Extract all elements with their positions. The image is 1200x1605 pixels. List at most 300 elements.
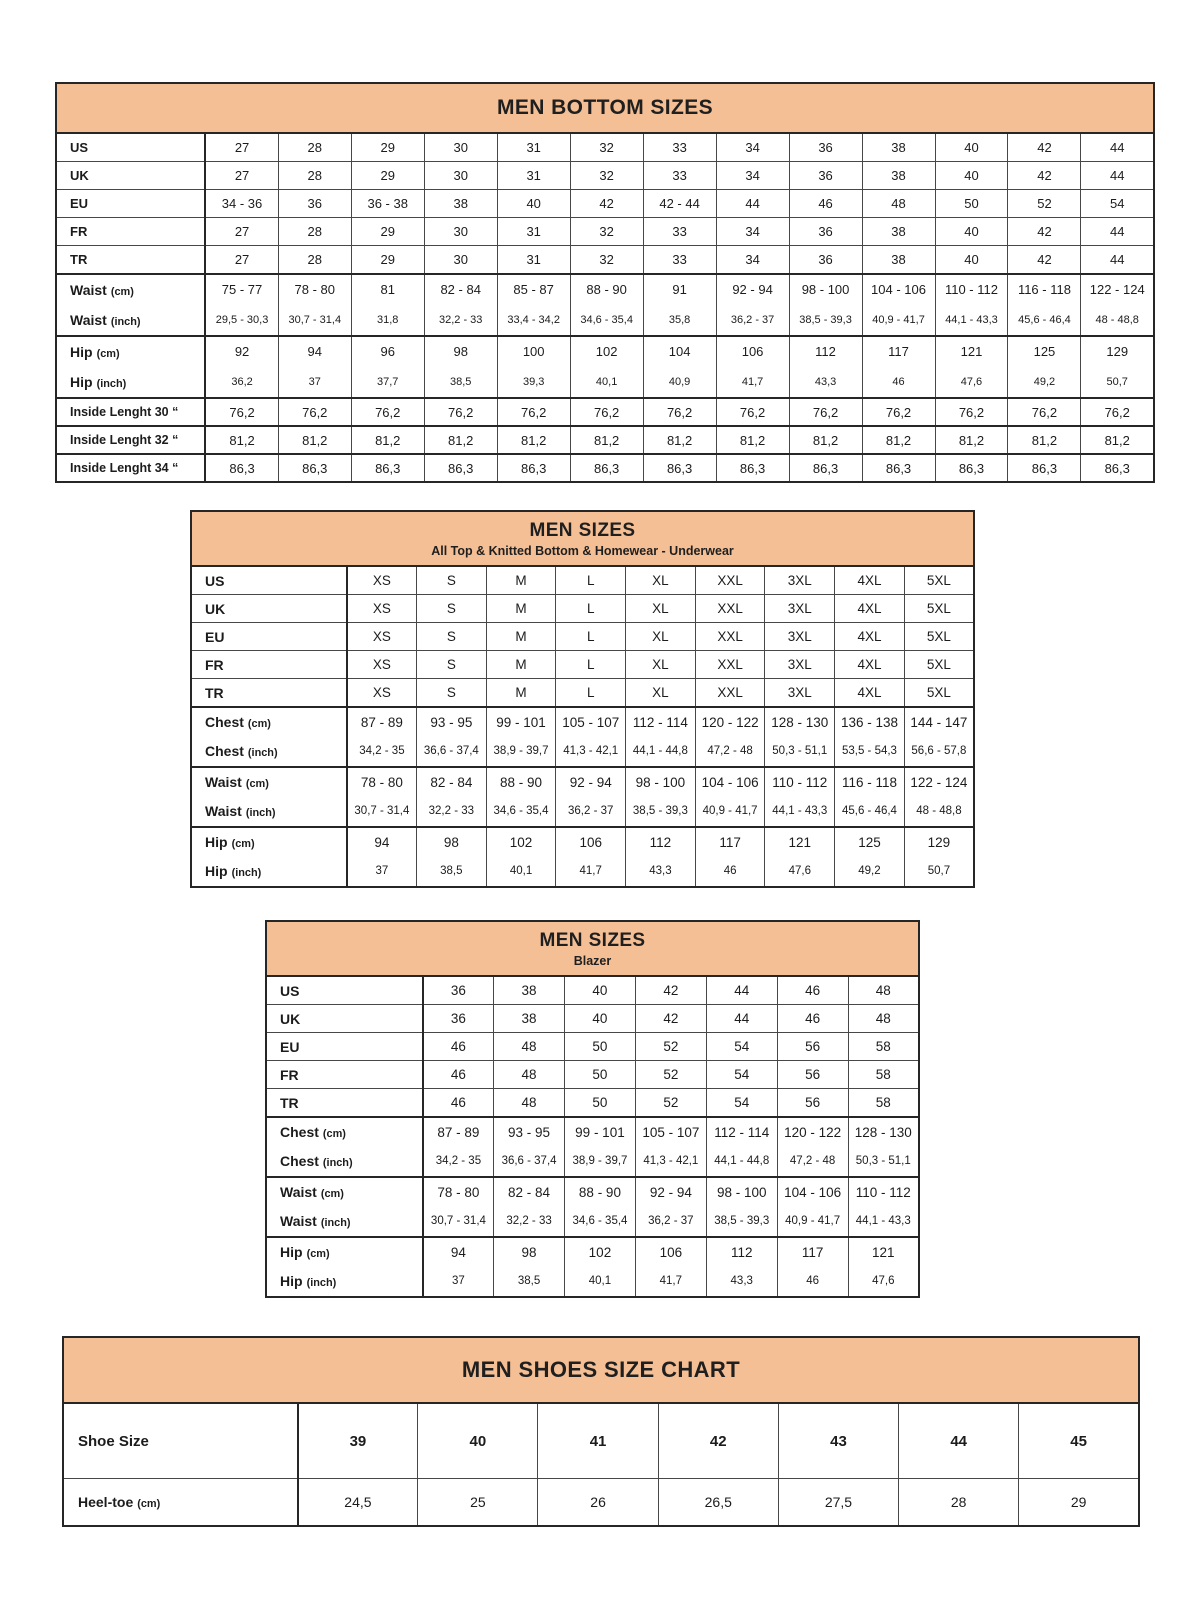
measure-label: [70, 367, 204, 397]
value-cell: 39: [298, 1403, 418, 1479]
value-cell: 38: [424, 190, 497, 218]
measure-label: [205, 768, 346, 797]
row-label-cell: [56, 426, 205, 454]
row-label-cell: [56, 336, 205, 398]
value-cell: 28: [278, 162, 351, 190]
row-unit: (inch): [245, 807, 276, 819]
size-grid: [62, 1402, 1140, 1527]
row-label-cell: [266, 1033, 423, 1061]
row-label: UK: [70, 168, 89, 183]
row-label: Chest: [205, 743, 244, 759]
inch-value: 48 - 48,8: [1095, 314, 1139, 326]
value-cell: 50: [565, 1061, 636, 1089]
inch-value: 38,5: [449, 376, 472, 388]
value-cell: [278, 274, 351, 336]
value-cell: 26,5: [658, 1479, 778, 1527]
value-cell: 36: [789, 218, 862, 246]
row-label-cell: [191, 679, 347, 708]
row-label-cell: [56, 274, 205, 336]
value-cell: 36: [789, 246, 862, 275]
value-cell: [570, 274, 643, 336]
cm-value: 87 - 89: [360, 715, 403, 730]
inch-value: 30,7 - 31,4: [354, 805, 410, 817]
inch-value: 46: [723, 865, 737, 877]
value-cell: 3XL: [765, 566, 835, 595]
inch-value: 36,6 - 37,4: [423, 745, 479, 757]
value-cell: 76,2: [1008, 398, 1081, 426]
value-cell: [706, 1117, 777, 1177]
row-tr: [191, 679, 974, 708]
value-cell: L: [556, 651, 626, 679]
value-cell: 38: [862, 246, 935, 275]
value-cell: [862, 274, 935, 336]
value-cell: M: [486, 623, 556, 651]
inch-value: 46: [892, 376, 905, 388]
inch-value: 41,7: [579, 865, 602, 877]
cm-value: 105 - 107: [562, 715, 620, 730]
value-cell: [706, 1177, 777, 1237]
row-label-cell: [56, 218, 205, 246]
row-label-cell: [56, 246, 205, 275]
row-label: UK: [280, 1010, 301, 1027]
cm-value: 121: [960, 344, 983, 359]
value-cell: 36: [423, 1005, 494, 1033]
row-unit: (cm): [231, 838, 255, 850]
cm-value: 120 - 122: [784, 1125, 842, 1140]
value-cell: 44: [716, 190, 789, 218]
value-cell: 27: [205, 133, 278, 162]
cm-value: 88 - 90: [586, 282, 627, 297]
value-cell: [777, 1117, 848, 1177]
value-cell: 31: [497, 218, 570, 246]
value-cell: 86,3: [789, 454, 862, 482]
measure-label: [280, 1147, 422, 1176]
cm-value: 129: [1106, 344, 1129, 359]
value-cell: 4XL: [835, 595, 905, 623]
value-cell: 42: [1008, 218, 1081, 246]
value-cell: 4XL: [835, 651, 905, 679]
value-cell: 42: [1008, 246, 1081, 275]
value-cell: [423, 1117, 494, 1177]
inch-value: 49,2: [858, 865, 881, 877]
cm-value: 94: [307, 344, 322, 359]
inch-value: 50,3 - 51,1: [855, 1155, 911, 1167]
value-cell: [835, 707, 905, 767]
row-label-cell: [266, 1177, 423, 1237]
value-cell: [417, 707, 487, 767]
value-cell: S: [417, 679, 487, 708]
inch-value: 53,5 - 54,3: [841, 745, 897, 757]
cm-value: 92 - 94: [649, 1185, 692, 1200]
cm-value: 91: [672, 282, 687, 297]
value-cell: 3XL: [765, 595, 835, 623]
cm-value: 110 - 112: [772, 775, 828, 790]
value-cell: 86,3: [351, 454, 424, 482]
value-cell: 44: [1081, 218, 1154, 246]
inch-value: 41,3 - 42,1: [563, 745, 619, 757]
value-cell: M: [486, 566, 556, 595]
row-label: Waist: [280, 1213, 317, 1229]
value-cell: 46: [423, 1089, 494, 1118]
value-cell: 52: [635, 1089, 706, 1118]
row-unit: (cm): [137, 1498, 161, 1510]
inch-value: 44,1 - 44,8: [632, 745, 688, 757]
row-label: EU: [205, 628, 225, 645]
value-cell: [494, 1177, 565, 1237]
value-cell: 76,2: [497, 398, 570, 426]
value-cell: XL: [626, 651, 696, 679]
men-sizes-top-table: [190, 510, 975, 888]
value-cell: [565, 1237, 636, 1297]
row-label-cell: [56, 454, 205, 482]
cm-value: 104 - 106: [871, 282, 926, 297]
cm-value: 81: [380, 282, 395, 297]
size-grid: [55, 132, 1155, 483]
inch-value: 38,5 - 39,3: [632, 805, 688, 817]
inch-value: 37: [308, 376, 321, 388]
value-cell: [1081, 336, 1154, 398]
value-cell: 28: [278, 246, 351, 275]
cm-value: 93 - 95: [430, 715, 473, 730]
value-cell: 50: [935, 190, 1008, 218]
inch-value: 48 - 48,8: [916, 805, 962, 817]
value-cell: 76,2: [862, 398, 935, 426]
value-cell: 40: [565, 976, 636, 1005]
cm-value: 105 - 107: [642, 1125, 700, 1140]
row-label: Chest: [280, 1153, 319, 1169]
row-label: EU: [280, 1038, 300, 1055]
inch-value: 34,6 - 35,4: [580, 314, 633, 326]
inch-value: 47,6: [872, 1275, 895, 1287]
row-us: [56, 133, 1154, 162]
value-cell: 5XL: [904, 595, 974, 623]
value-cell: 81,2: [278, 426, 351, 454]
row-unit: (cm): [247, 718, 271, 730]
row-label-cell: [63, 1479, 298, 1527]
value-cell: [765, 707, 835, 767]
value-cell: 48: [494, 1089, 565, 1118]
cm-value: 112: [649, 835, 672, 850]
measure-label: [280, 1238, 422, 1267]
row-heel-toe: [63, 1479, 1139, 1527]
row-unit: (inch): [231, 867, 262, 879]
cm-value: 99 - 101: [496, 715, 546, 730]
cm-value: 75 - 77: [221, 282, 263, 297]
value-cell: [716, 274, 789, 336]
value-cell: [848, 1117, 919, 1177]
row-unit: (inch): [306, 1277, 337, 1289]
value-cell: 86,3: [643, 454, 716, 482]
value-cell: [351, 336, 424, 398]
value-cell: 52: [635, 1061, 706, 1089]
value-cell: 36 - 38: [351, 190, 424, 218]
cm-value: 88 - 90: [578, 1185, 621, 1200]
value-cell: 40: [935, 133, 1008, 162]
value-cell: 3XL: [765, 651, 835, 679]
measure-label: [280, 1118, 422, 1147]
row-label-cell: [56, 133, 205, 162]
value-cell: 36: [278, 190, 351, 218]
value-cell: [205, 336, 278, 398]
value-cell: 48: [848, 976, 919, 1005]
cm-value: 92 - 94: [732, 282, 773, 297]
cm-value: 98: [521, 1245, 537, 1260]
value-cell: [848, 1177, 919, 1237]
row-unit: (cm): [110, 286, 134, 298]
value-cell: 50: [565, 1089, 636, 1118]
row-hip: [191, 827, 974, 887]
value-cell: XL: [626, 679, 696, 708]
value-cell: 28: [899, 1479, 1019, 1527]
value-cell: 76,2: [570, 398, 643, 426]
row-fr: [266, 1061, 919, 1089]
value-cell: 76,2: [643, 398, 716, 426]
measure-label: [205, 828, 346, 857]
row-label-cell: [191, 566, 347, 595]
row-label: FR: [205, 656, 224, 673]
inch-value: 32,2 - 33: [506, 1215, 552, 1227]
cm-value: 98 - 100: [801, 282, 850, 297]
value-cell: 40: [935, 246, 1008, 275]
cm-value: 117: [888, 344, 909, 359]
row-unit: (inch): [322, 1157, 353, 1169]
value-cell: XS: [347, 679, 417, 708]
row-unit: (inch): [110, 316, 141, 328]
cm-value: 110 - 112: [944, 282, 998, 297]
value-cell: [904, 707, 974, 767]
value-cell: 29: [351, 133, 424, 162]
inch-value: 47,2 - 48: [789, 1155, 836, 1167]
value-cell: [486, 827, 556, 887]
value-cell: 34: [716, 218, 789, 246]
value-cell: 58: [848, 1061, 919, 1089]
value-cell: [904, 827, 974, 887]
value-cell: [765, 827, 835, 887]
value-cell: 32: [570, 162, 643, 190]
value-cell: 25: [418, 1479, 538, 1527]
value-cell: 46: [423, 1061, 494, 1089]
inch-value: 35,8: [668, 314, 691, 326]
row-label-cell: [191, 767, 347, 827]
row-label-cell: [191, 651, 347, 679]
value-cell: 29: [351, 218, 424, 246]
row-label: FR: [280, 1066, 299, 1083]
value-cell: 4XL: [835, 623, 905, 651]
row-inside-lenght-30: [56, 398, 1154, 426]
value-cell: 42: [635, 1005, 706, 1033]
value-cell: 48: [494, 1061, 565, 1089]
cm-value: 99 - 101: [575, 1125, 625, 1140]
cm-value: 106: [741, 344, 764, 359]
size-grid: [190, 565, 975, 888]
men-sizes-blazer-table: [265, 920, 920, 1298]
value-cell: M: [486, 679, 556, 708]
value-cell: 58: [848, 1089, 919, 1118]
value-cell: 54: [706, 1061, 777, 1089]
row-label-cell: [266, 1089, 423, 1118]
value-cell: [835, 767, 905, 827]
inch-value: 38,5 - 39,3: [799, 314, 852, 326]
value-cell: M: [486, 651, 556, 679]
value-cell: [497, 336, 570, 398]
value-cell: [494, 1117, 565, 1177]
value-cell: [347, 707, 417, 767]
table-subtitle: All Top & Knitted Bottom & Homewear - Underwear: [431, 543, 734, 558]
cm-value: 125: [1033, 344, 1056, 359]
value-cell: 76,2: [205, 398, 278, 426]
cm-value: 104 - 106: [701, 775, 759, 790]
inch-value: 43,3: [649, 865, 672, 877]
inch-value: 29,5 - 30,3: [215, 314, 269, 326]
value-cell: XS: [347, 595, 417, 623]
inch-value: 36,2 - 37: [730, 314, 775, 326]
value-cell: 36: [789, 162, 862, 190]
row-uk: [191, 595, 974, 623]
cm-value: 121: [788, 835, 812, 850]
value-cell: 76,2: [278, 398, 351, 426]
inch-value: 50,7: [1106, 376, 1128, 388]
value-cell: [423, 1237, 494, 1297]
value-cell: [556, 827, 626, 887]
value-cell: 5XL: [904, 566, 974, 595]
cm-value: 102: [588, 1245, 612, 1260]
cm-value: 94: [374, 835, 390, 850]
row-label: US: [70, 140, 89, 155]
value-cell: 81,2: [351, 426, 424, 454]
cm-value: 136 - 138: [840, 715, 898, 730]
value-cell: 76,2: [935, 398, 1008, 426]
inch-value: 45,6 - 46,4: [1018, 314, 1071, 326]
value-cell: 86,3: [205, 454, 278, 482]
row-shoe-size: [63, 1403, 1139, 1479]
inch-value: 44,1 - 43,3: [855, 1215, 911, 1227]
row-waist: [266, 1177, 919, 1237]
row-waist: [56, 274, 1154, 336]
row-eu: [266, 1033, 919, 1061]
cm-value: 92 - 94: [569, 775, 612, 790]
cm-value: 88 - 90: [500, 775, 543, 790]
value-cell: [570, 336, 643, 398]
value-cell: [417, 827, 487, 887]
inch-value: 40,1: [588, 1275, 612, 1287]
value-cell: 5XL: [904, 679, 974, 708]
row-label: Waist: [70, 312, 107, 328]
value-cell: [626, 827, 696, 887]
cm-value: 144 - 147: [910, 715, 968, 730]
row-label: Inside Lenght 34 “: [70, 461, 179, 475]
value-cell: 42 - 44: [643, 190, 716, 218]
value-cell: [1008, 274, 1081, 336]
value-cell: XXL: [695, 595, 765, 623]
inch-value: 40,9: [668, 376, 691, 388]
value-cell: 46: [777, 976, 848, 1005]
value-cell: 24,5: [298, 1479, 418, 1527]
value-cell: [556, 707, 626, 767]
row-chest: [266, 1117, 919, 1177]
value-cell: S: [417, 595, 487, 623]
value-cell: [351, 274, 424, 336]
measure-label: [205, 737, 346, 766]
cm-value: 125: [858, 835, 881, 850]
value-cell: 34: [716, 162, 789, 190]
value-cell: XXL: [695, 651, 765, 679]
cm-value: 85 - 87: [513, 282, 554, 297]
value-cell: 33: [643, 162, 716, 190]
value-cell: 48: [848, 1005, 919, 1033]
row-label-cell: [191, 827, 347, 887]
value-cell: 32: [570, 133, 643, 162]
row-us: [191, 566, 974, 595]
value-cell: [789, 274, 862, 336]
value-cell: 38: [862, 133, 935, 162]
cm-value: 82 - 84: [440, 282, 481, 297]
value-cell: 81,2: [205, 426, 278, 454]
measure-label: [70, 305, 204, 335]
row-label: Waist: [205, 774, 242, 790]
row-uk: [56, 162, 1154, 190]
inch-value: 33,4 - 34,2: [507, 314, 560, 326]
value-cell: 38: [862, 162, 935, 190]
inch-value: 41,7: [659, 1275, 683, 1287]
value-cell: [777, 1177, 848, 1237]
value-cell: [789, 336, 862, 398]
cm-value: 112 - 114: [632, 715, 688, 730]
value-cell: 30: [424, 246, 497, 275]
value-cell: 46: [789, 190, 862, 218]
value-cell: 81,2: [497, 426, 570, 454]
row-unit: (cm): [245, 778, 269, 790]
cm-value: 110 - 112: [855, 1185, 911, 1200]
row-label: Chest: [205, 714, 244, 730]
row-tr: [56, 246, 1154, 275]
cm-value: 112 - 114: [714, 1125, 770, 1140]
row-unit: (cm): [320, 1188, 344, 1200]
value-cell: 76,2: [716, 398, 789, 426]
row-unit: (inch): [320, 1217, 351, 1229]
value-cell: [848, 1237, 919, 1297]
value-cell: [635, 1117, 706, 1177]
value-cell: 40: [565, 1005, 636, 1033]
value-cell: 29: [351, 162, 424, 190]
inch-value: 41,7: [741, 376, 764, 388]
cm-value: 100: [522, 344, 545, 359]
row-unit: (cm): [96, 348, 120, 360]
row-label: Inside Lenght 32 “: [70, 433, 179, 447]
value-cell: [1008, 336, 1081, 398]
row-unit: (cm): [306, 1248, 330, 1260]
value-cell: 40: [935, 218, 1008, 246]
row-hip: [56, 336, 1154, 398]
value-cell: [424, 274, 497, 336]
inch-value: 36,2: [231, 376, 253, 388]
cm-value: 92: [234, 344, 250, 359]
row-label-cell: [266, 1005, 423, 1033]
value-cell: 86,3: [424, 454, 497, 482]
cm-value: 82 - 84: [508, 1185, 551, 1200]
inch-value: 36,6 - 37,4: [501, 1155, 557, 1167]
value-cell: 44: [1081, 133, 1154, 162]
size-grid: [265, 975, 920, 1298]
row-label: TR: [280, 1094, 299, 1111]
row-inside-lenght-32: [56, 426, 1154, 454]
inch-value: 46: [806, 1275, 820, 1287]
inch-value: 30,7 - 31,4: [430, 1215, 486, 1227]
row-label: Hip: [280, 1244, 303, 1260]
inch-value: 36,2 - 37: [568, 805, 614, 817]
value-cell: XS: [347, 566, 417, 595]
inch-value: 32,2 - 33: [438, 314, 483, 326]
measure-label: [280, 1207, 422, 1236]
